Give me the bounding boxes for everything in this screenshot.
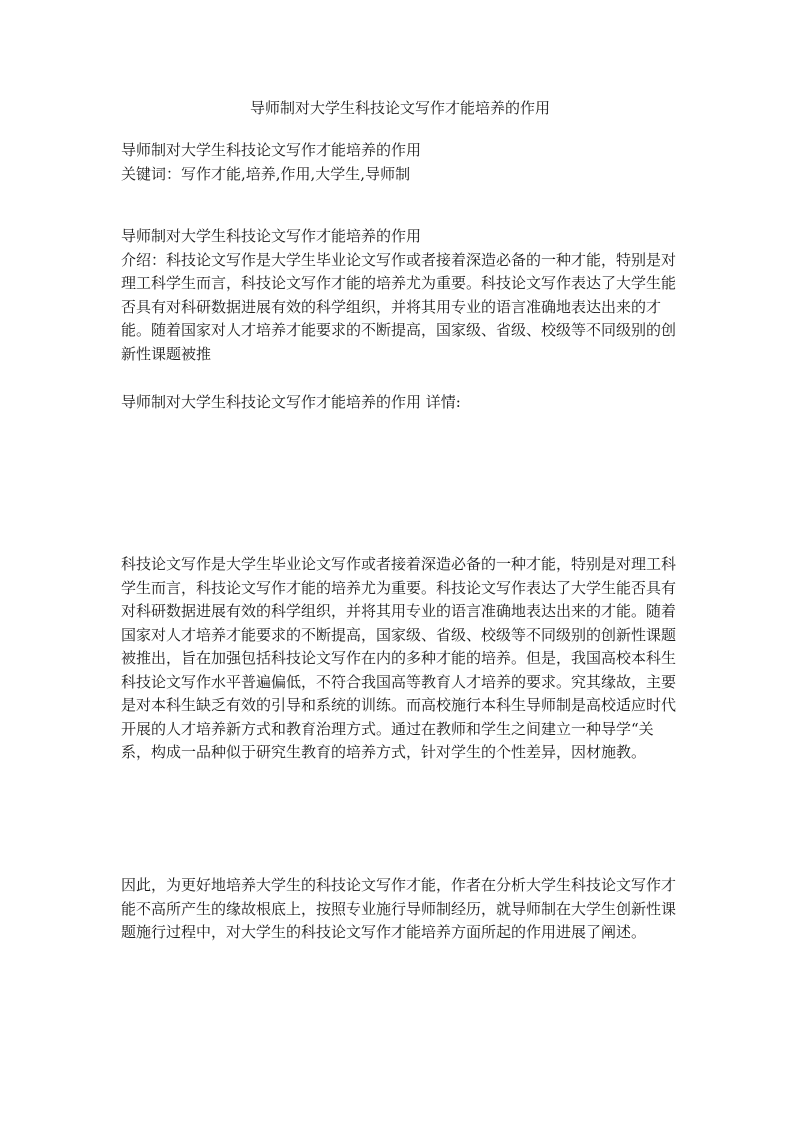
- intro-title: 导师制对大学生科技论文写作才能培养的作用: [121, 227, 422, 245]
- details-block: [121, 391, 681, 415]
- meta-block: [121, 139, 681, 186]
- details-heading: 导师制对大学生科技论文写作才能培养的作用 详情:: [121, 393, 461, 411]
- meta-title: 导师制对大学生科技论文写作才能培养的作用: [121, 141, 422, 159]
- page-title: 导师制对大学生科技论文写作才能培养的作用: [249, 99, 550, 117]
- intro-text: 介绍：科技论文写作是大学生毕业论文写作或者接着深造必备的一种才能，特别是对理工科学生而言，科技论文写作才能的培养尤为重要。科技论文写作表达了大学生能否具有对科研数据进展有效的科学组织，并将其用专业的语言准确地表达出来的才能。随着国家对人才培养才能要求的不断提高，国家级、省级、校级等不同级别的创新性课题被推: [121, 250, 677, 363]
- body-paragraph: 因此，为更好地培养大学生的科技论文写作才能，作者在分析大学生科技论文写作才能不高所产生的缘故根底上，按照专业施行导师制经历，就导师制在大学生创新性课题施行过程中，对大学生的科技论文写作才能培养方面所起的作用进展了阐述。: [121, 876, 677, 941]
- intro-block: [121, 225, 681, 366]
- body-paragraph: 科技论文写作是大学生毕业论文写作或者接着深造必备的一种才能，特别是对理工科学生而言，科技论文写作才能的培养尤为重要。科技论文写作表达了大学生能否具有对科研数据进展有效的科学组织，并将其用专业的语言准确地表达出来的才能。随着国家对人才培养才能要求的不断提高，国家级、省级、校级等不同级别的创新性课题被推出，旨在加强包括科技论文写作在内的多种才能的培养。但是，我国高校本科生科技论文写作水平普遍偏低，不符合我国高等教育人才培养的要求。究其缘故，主要是对本科生缺乏有效的引导和系统的训练。而高校施行本科生导师制是高校适应时代开展的人才培养新方式和教育治理方式。通过在教师和学生之间建立一种导学“关系，构成一品种似于研究生教育的培养方式，针对学生的个性差异，因材施教。: [121, 555, 677, 761]
- keywords-line: 关键词：写作才能,培养,作用,大学生,导师制: [121, 164, 411, 183]
